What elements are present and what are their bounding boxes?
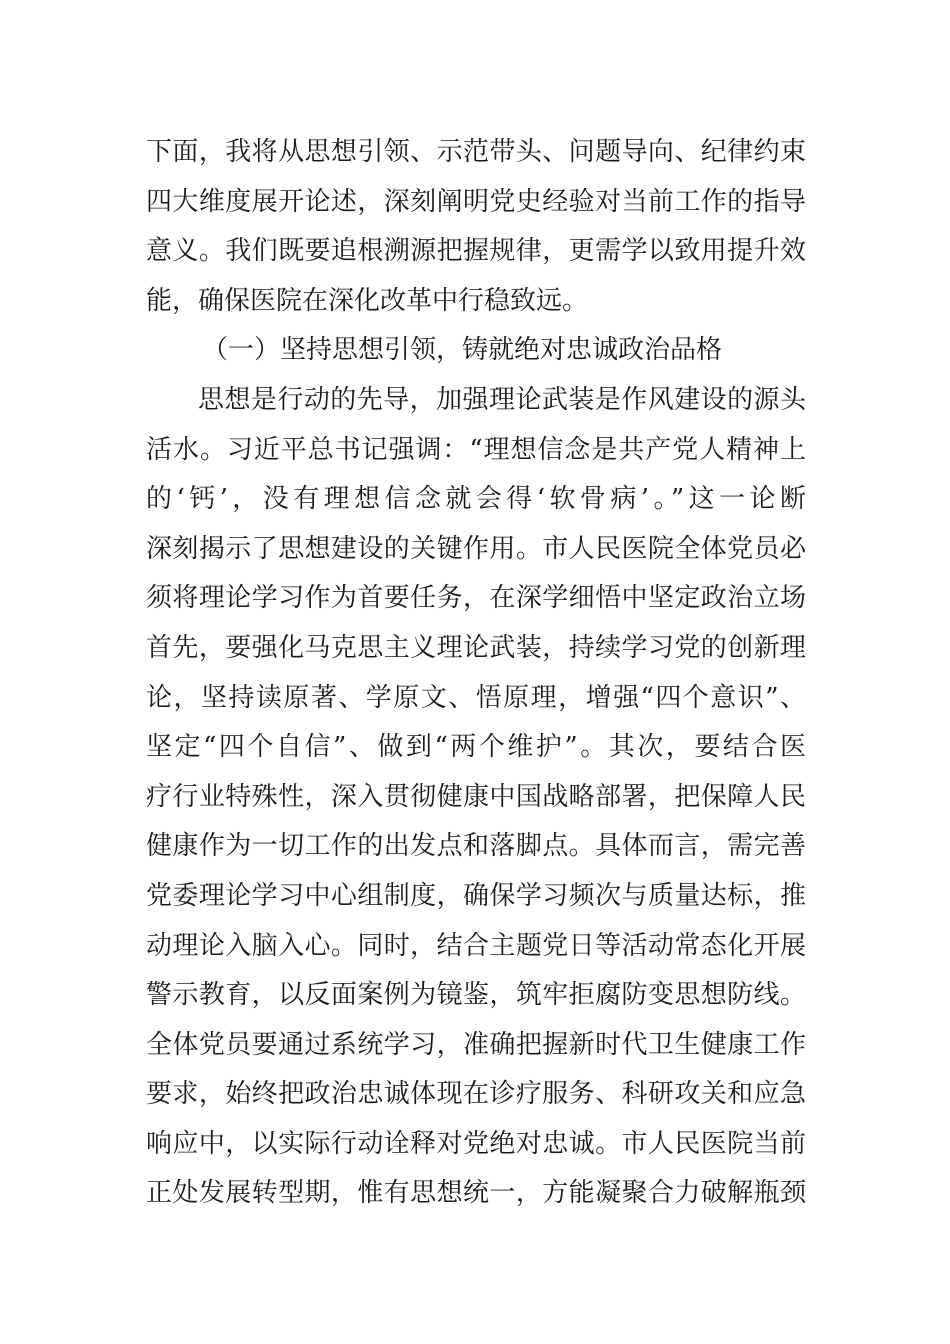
body-line: 健康作为一切工作的出发点和落脚点。具体而言，需完善: [146, 831, 806, 862]
body-line: 的‘钙’，没有理想信念就会得‘软骨病’。”这一论断: [146, 484, 806, 515]
body-line: 动理论入脑入心。同时，结合主题党日等活动常态化开展: [146, 930, 806, 961]
section-heading: （一）坚持思想引领，铸就绝对忠诚政治品格: [202, 335, 723, 366]
body-line: 响应中，以实际行动诠释对党绝对忠诚。市人民医院当前: [146, 1128, 806, 1159]
body-line: 疗行业特殊性，深入贯彻健康中国战略部署，把保障人民: [146, 781, 806, 812]
body-line: 思想是行动的先导，加强理论武装是作风建设的源头: [198, 384, 806, 415]
body-line: 活水。习近平总书记强调：“理想信念是共产党人精神上: [146, 434, 806, 465]
body-line: 正处发展转型期，惟有思想统一，方能凝聚合力破解瓶颈: [146, 1178, 806, 1209]
body-line: 深刻揭示了思想建设的关键作用。市人民医院全体党员必: [146, 533, 806, 564]
document-body: [146, 128, 806, 1219]
body-line: 党委理论学习中心组制度，确保学习频次与质量达标，推: [146, 880, 806, 911]
body-line: 四大维度展开论述，深刻阐明党史经验对当前工作的指导: [146, 186, 806, 217]
body-line: 须将理论学习作为首要任务，在深学细悟中坚定政治立场: [146, 583, 806, 614]
body-line: 首先，要强化马克思主义理论武装，持续学习党的创新理: [146, 632, 806, 663]
body-line: 要求，始终把政治忠诚体现在诊疗服务、科研攻关和应急: [146, 1079, 806, 1110]
body-line: 意义。我们既要追根溯源把握规律，更需学以致用提升效: [146, 236, 806, 267]
body-line: 全体党员要通过系统学习，准确把握新时代卫生健康工作: [146, 1029, 806, 1060]
body-line: 论，坚持读原著、学原文、悟原理，增强“四个意识”、: [146, 682, 806, 713]
body-line: 警示教育，以反面案例为镜鉴，筑牢拒腐防变思想防线。: [146, 980, 806, 1011]
body-line: 下面，我将从思想引领、示范带头、问题导向、纪律约束: [146, 137, 806, 167]
body-line: 能，确保医院在深化改革中行稳致远。: [146, 285, 589, 316]
body-line: 坚定“四个自信”、做到“两个维护”。其次，要结合医: [146, 732, 806, 763]
